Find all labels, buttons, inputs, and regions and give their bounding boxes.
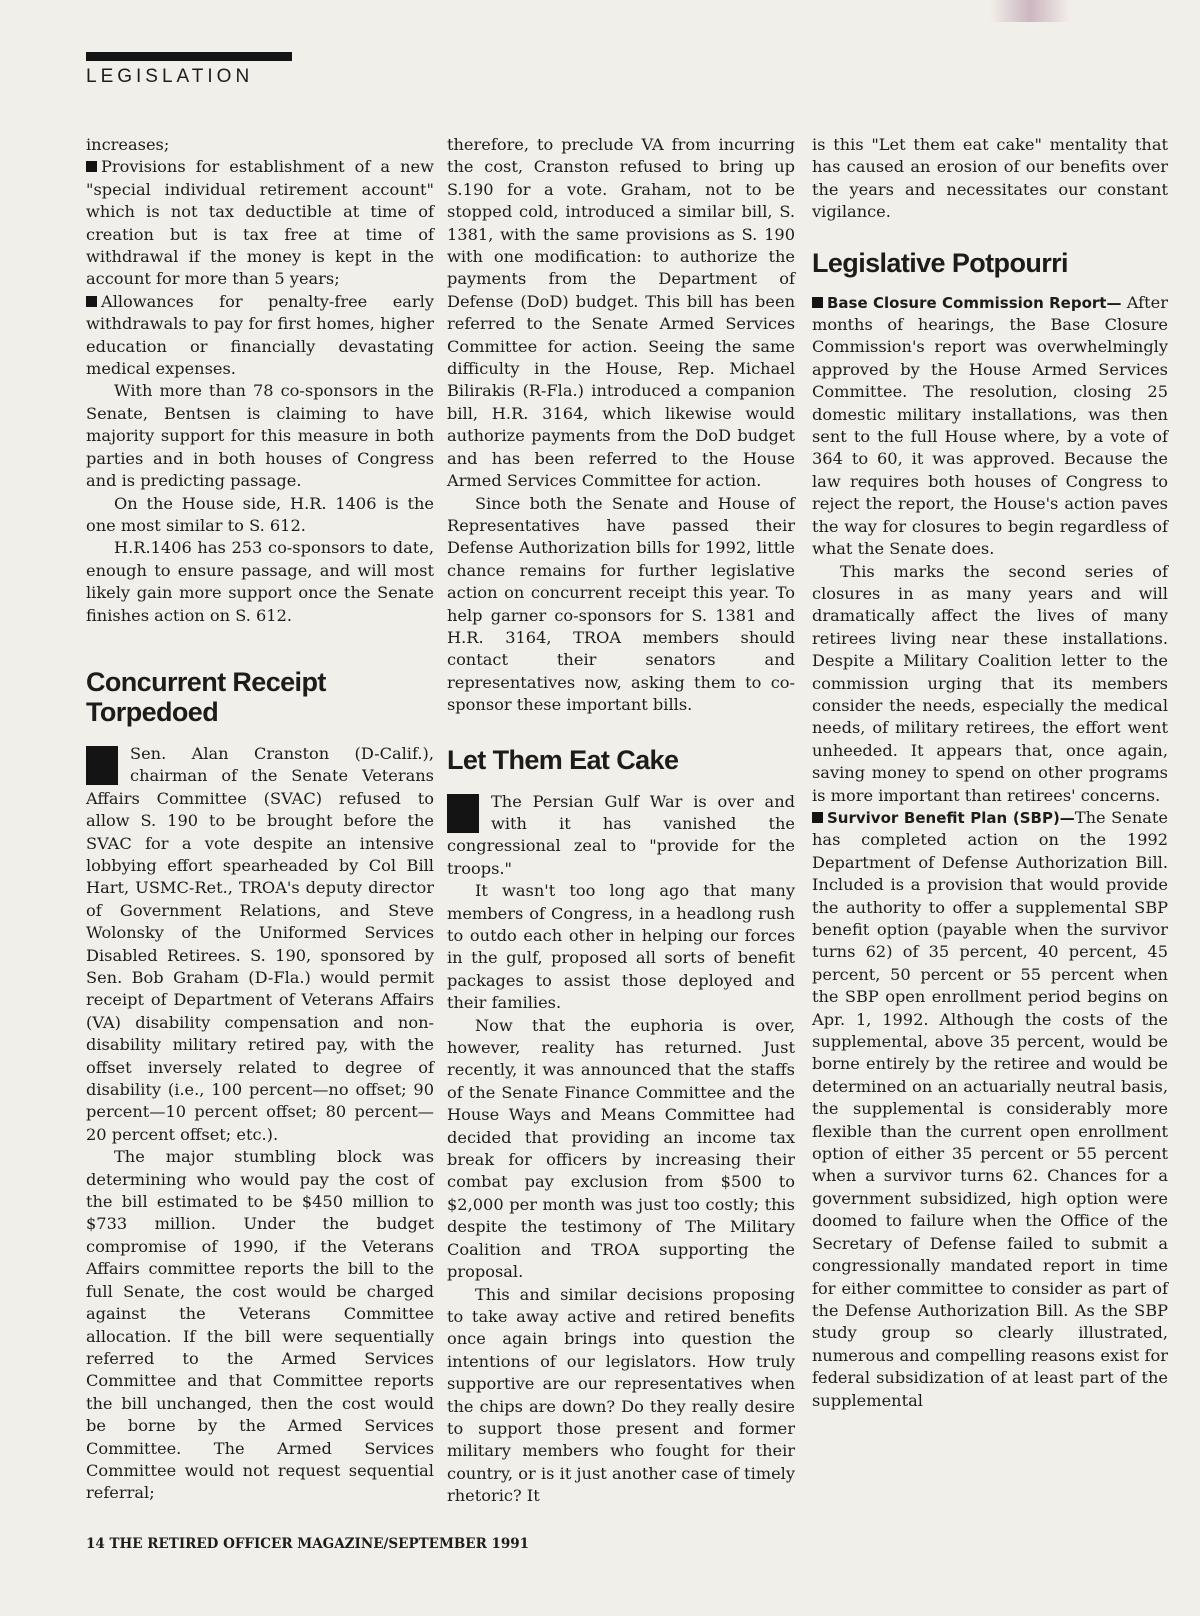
- paragraph: Since both the Senate and House of Representatives have passed their Defense Authorization bills for 1992, little chance remains for further legislative action on concurrent receipt this year. To help garner co-sponsors for S. 1381 and H.R. 3164, TROA members should contact their senators and representatives now, asking them to co-sponsor these important bills.: [447, 493, 795, 715]
- square-bullet-icon: [86, 161, 97, 172]
- paragraph: is this "Let them eat cake" mentality that has caused an erosion of our benefits over the years and necessitates our constant vigilance.: [812, 135, 1168, 222]
- section-label: LEGISLATION: [86, 66, 254, 87]
- square-bullet-icon: [812, 812, 823, 823]
- paragraph: therefore, to preclude VA from incurring the cost, Cranston refused to bring up S.190 for a vote. Graham, not to be stopped cold, introduced a similar bill, S. 1381, with the same provisions as S. 190 with one modification: to authorize the payments from the Department of Defense (DoD) budget. This bill has been referred to the Senate Armed Services Committee for action. Seeing the same difficulty in the House, Rep. Michael Bilirakis (R-Fla.) introduced a companion bill, H.R. 3164, which likewise would authorize payments from the DoD budget and has been referred to the House Armed Services Committee for action.: [447, 135, 795, 491]
- page-footer: 14 THE RETIRED OFFICER MAGAZINE/SEPTEMBER 1991: [86, 1536, 530, 1552]
- paragraph: On the House side, H.R. 1406 is the one most similar to S. 612.: [86, 493, 434, 535]
- paragraph: It wasn't too long ago that many members of Congress, in a headlong rush to outdo each other in helping our forces in the gulf, proposed all sorts of benefit packages to assist those deployed and their families.: [447, 881, 795, 1013]
- lead-text: The Persian Gulf War is over and with it has vanished the congressional zeal to "provide for the troops.": [447, 791, 795, 878]
- drop-box-icon: [86, 746, 118, 785]
- bullet-item: [812, 292, 1168, 561]
- paragraph: Now that the euphoria is over, however, reality has returned. Just recently, it was announced that the staffs of the Senate Finance Committee and the House Ways and Means Committee had decided that providing an income tax break for officers by increasing their combat pay exclusion from $500 to $2,000 per month was just too costly; this despite the testimony of The Military Coalition and TROA supporting the proposal.: [447, 1015, 795, 1282]
- column-1: [86, 134, 434, 1505]
- run-in-head: Survivor Benefit Plan (SBP)—: [827, 808, 1075, 827]
- section-rule: [86, 52, 292, 61]
- paragraph-lead: [86, 743, 434, 1146]
- bullet-text: Provisions for establishment of a new "special individual retirement account" which is not tax deductible at time of creation but is tax free at time of withdrawal if the money is kept in the account for more than 5 years;: [86, 157, 434, 289]
- lead-text: Sen. Alan Cranston (D-Calif.), chairman of the Senate Veterans Affairs Committee (SVAC) refused to allow S. 190 to be brought before the SVAC for a vote despite an intensive lobbying effort spearheaded by Col Bill Hart, USMC-Ret., TROA's deputy director of Government Relations, and Steve Wolonsky of the Uniformed Services Disabled Retirees. S. 190, sponsored by Sen. Bob Graham (D-Fla.) would permit receipt of Department of Veterans Affairs (VA) disability compensation and non-disability military retired pay, with the offset inversely related to degree of disability (i.e., 100 percent—no offset; 90 percent—10 percent offset; 80 percent—20 percent offset; etc.).: [86, 743, 434, 1144]
- square-bullet-icon: [812, 297, 823, 308]
- bullet-item: [86, 156, 434, 290]
- run-in-head: Base Closure Commission Report—: [827, 293, 1122, 312]
- paragraph-lead: [447, 791, 795, 881]
- paragraph: This marks the second series of closures in as many years and will dramatically affect the lives of many retirees living near these installations. Despite a Military Coalition letter to the commission urging that its members consider the needs, especially the medical needs, of military retirees, the effort went unheeded. It appears that, once again, saving money to spend on other programs is more important than retirees' concerns.: [812, 561, 1168, 805]
- bullet-text: Allowances for penalty-free early withdrawals to pay for first homes, higher education or financially devastating medical expenses.: [86, 291, 434, 379]
- bullet-item: [86, 291, 434, 381]
- column-2: [447, 134, 795, 1508]
- drop-box-icon: [447, 794, 479, 833]
- bullet-item: [812, 807, 1168, 1412]
- heading-concurrent-receipt: Concurrent Receipt Torpedoed: [86, 666, 326, 727]
- bullet-text: After months of hearings, the Base Closure Commission's report was overwhelmingly approved by the House Armed Services Committee. The resolution, closing 25 domestic military installations, was then sent to the full House where, by a vote of 364 to 60, it was approved. Because the law requires both houses of Congress to reject the report, the House's action paves the way for closures to begin regardless of what the Senate does.: [812, 292, 1168, 559]
- paragraph: H.R.1406 has 253 co-sponsors to date, enough to ensure passage, and will most likely gain more support once the Senate finishes action on S. 612.: [86, 538, 434, 625]
- heading-legislative-potpourri: Legislative Potpourri: [812, 247, 1068, 278]
- heading-let-them-eat-cake: Let Them Eat Cake: [447, 744, 679, 775]
- paragraph: increases;: [86, 135, 170, 154]
- square-bullet-icon: [86, 296, 97, 307]
- paragraph: The major stumbling block was determining who would pay the cost of the bill estimated to be $450 million to $733 million. Under the budget compromise of 1990, if the Veterans Affairs committee reports the bill to the full Senate, the cost would be charged against the Veterans Committee allocation. If the bill were sequentially referred to the Armed Services Committee and that Committee reports the bill unchanged, then the cost would be borne by the Armed Services Committee. The Armed Services Committee would not request sequential referral;: [86, 1147, 434, 1503]
- bullet-text: The Senate has completed action on the 1992 Department of Defense Authorization Bill. Included is a provision that would provide the authority to offer a supplemental SBP benefit option (payable when the survivor turns 62) of 35 percent, 40 percent, 45 percent, 50 percent or 55 percent when the SBP open enrollment period begins on Apr. 1, 1992. Although the costs of the supplemental, above 35 percent, would be borne entirely by the retiree and would be determined on an actuarially neutral basis, the supplemental is considerably more flexible than the current open enrollment option of either 35 percent or 55 percent when a survivor turns 62. Chances for a government subsidized, high option were doomed to failure when the Office of the Secretary of Defense failed to submit a congressionally mandated report in time for either committee to consider as part of the Defense Authorization Bill. As the SBP study group so clearly illustrated, numerous and compelling reasons exist for federal subsidization of at least part of the supplemental: [812, 807, 1169, 1410]
- paragraph: With more than 78 co-sponsors in the Senate, Bentsen is claiming to have majority support for this measure in both parties and in both houses of Congress and is predicting passage.: [86, 381, 434, 491]
- paragraph: This and similar decisions proposing to take away active and retired benefits once again brings into question the intentions of our legislators. How truly supportive are our representatives when the chips are down? Do they really desire to support those present and former military members who fought for their country, or is it just another case of timely rhetoric? It: [447, 1284, 795, 1506]
- print-smudge: [990, 0, 1070, 22]
- column-3: [812, 134, 1168, 1412]
